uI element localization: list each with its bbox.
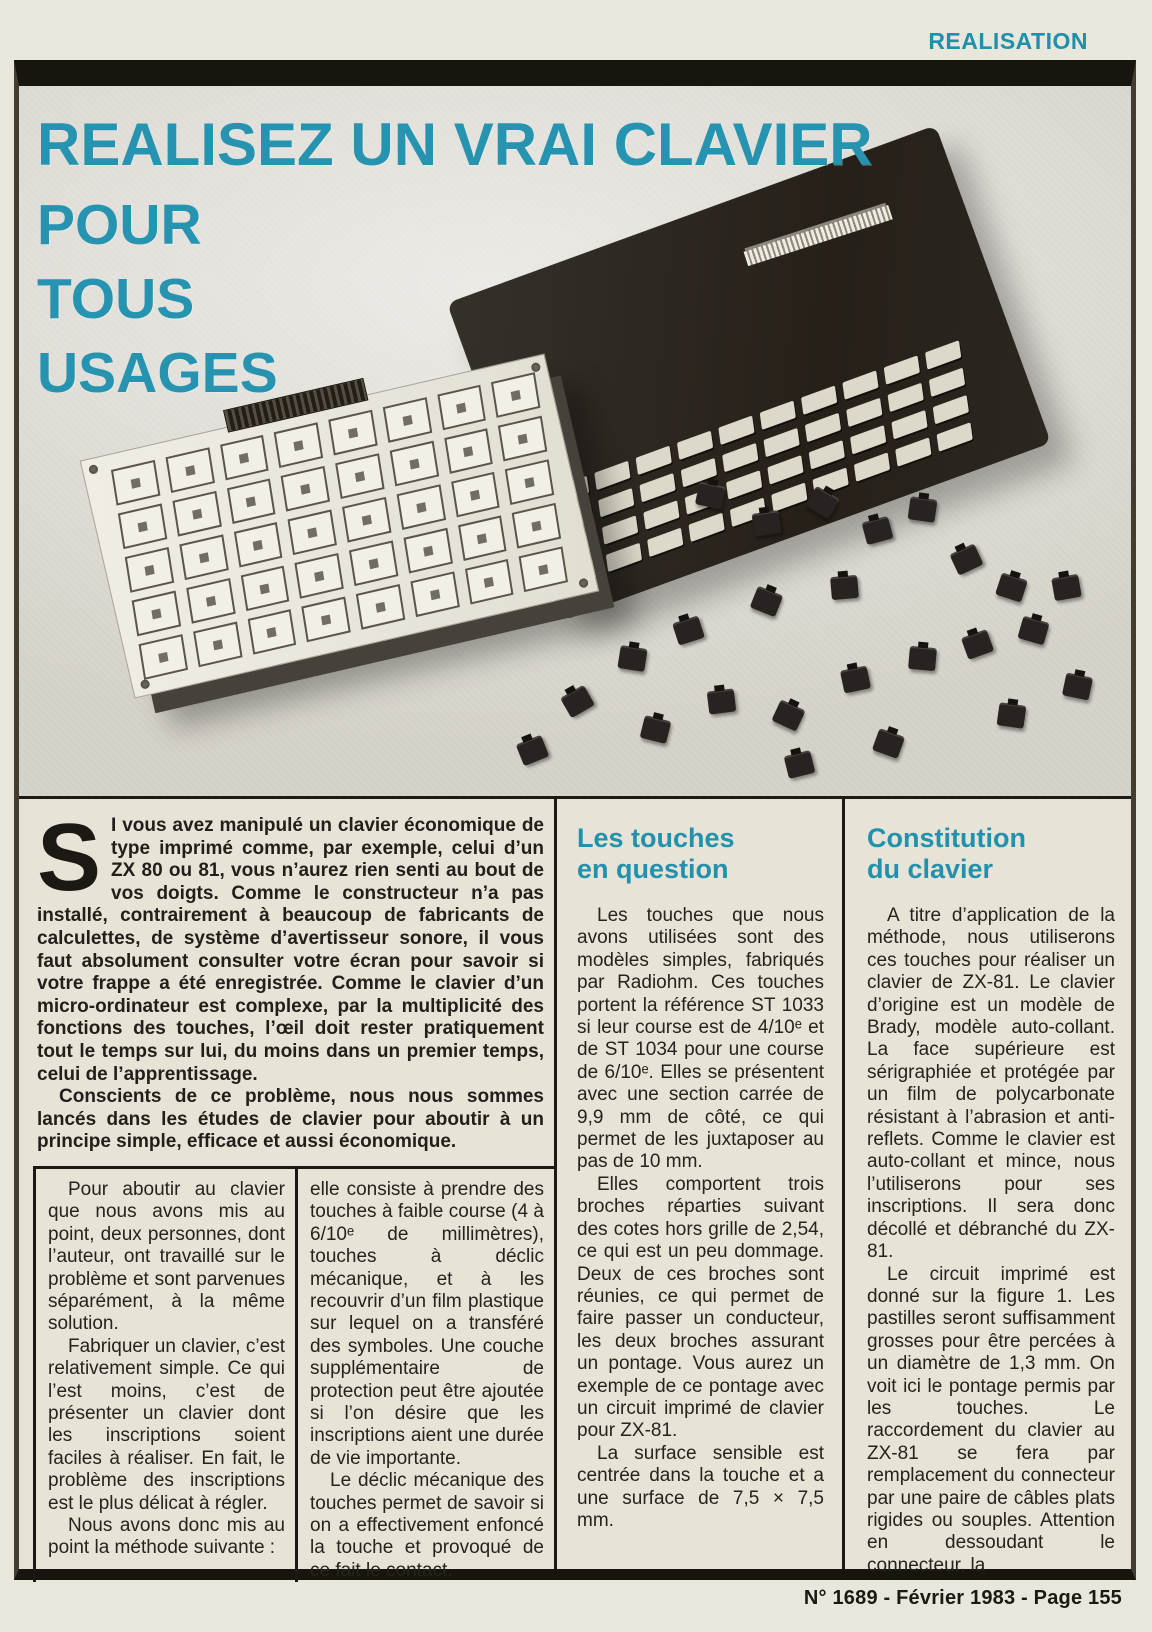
heading-line: en question [577, 854, 729, 884]
column-intro [19, 799, 554, 1581]
article-columns [19, 799, 1131, 1581]
title-line-4: USAGES [37, 341, 278, 405]
paragraph: Le circuit imprimé est donné sur la figure 1. Les pastilles seront suffisamment grosses pour être percées à un diamètre de 1,3 mm. On voit ici le pontage permis par les touches. Le raccordement du clavier au ZX-81 se fera par remplacement du connecteur par une paire de câbles plats rigides ou souples. Attention en dessoudant le connecteur, la [867, 1263, 1115, 1576]
section-heading-touches [577, 823, 824, 885]
key-switch [1017, 615, 1049, 645]
paragraph: A titre d’application de la méthode, nous utiliserons ces touches pour réaliser un clavier de ZX-81. Le clavier d’origine est un modèle de Brady, modèle auto-collant. La face supérieure est sérigraphiée et protégée par un film de polycarbonate résistant à l’abrasion et anti-reflets. Comme le clavier est auto-collant et mince, nous l’utiliserons pour ses inscriptions. Il sera donc décollé et débranché du ZX-81. [867, 905, 1115, 1263]
column-touches [554, 799, 842, 1569]
heading-line: Constitution [867, 823, 1026, 853]
key-switch [672, 615, 705, 645]
method-col-1 [36, 1169, 295, 1582]
drop-cap: S [37, 804, 102, 911]
intro-paragraph-2: Conscients de ce problème, nous nous sommes lancés dans les études de clavier pour aboutir à un principe simple, efficace et aussi économique. [37, 1086, 544, 1153]
key-switch [862, 516, 894, 545]
key-switch [516, 735, 550, 766]
title-line-3: TOUS [37, 267, 195, 331]
intro-text: I vous avez manipulé un clavier économique de type imprimé comme, par exemple, celui d’un ZX 80 ou 81, vous n’aurez rien senti au bout de vos doigts. Comme le constructeur n’a pas installé, contrairement à beaucoup de fabricants de calculettes, de système d’avertisseur sonore, il vous faut absolument consulter votre écran pour savoir si votre frappe a été enregistrée. Comme le clavier d’un micro-ordinateur est complexe, par la multiplicité des fonctions des touches, l’œil doit rester pratiquement tout le temps sur lui, du moins dans un premier temps, celui de l’apprentissage. [37, 815, 544, 1085]
title-line-2: POUR [37, 193, 202, 257]
key-switch [996, 702, 1026, 729]
paragraph: Fabriquer un clavier, c’est relativement simple. Ce qui l’est moins, c’est de présenter un clavier dont les inscriptions soient faciles à réaliser. En fait, le problème des inscriptions est le plus délicat à régler. [48, 1335, 285, 1514]
key-switch [639, 715, 671, 744]
article-frame [14, 60, 1136, 1580]
key-switch [618, 645, 648, 672]
key-switch [949, 543, 983, 575]
paragraph: Nous avons donc mis au point la méthode suivante : [48, 1515, 285, 1559]
key-switch [695, 481, 726, 509]
paragraph: Pour aboutir au clavier que nous avons mis au point, deux personnes, dont l’auteur, ont travaillé sur le problème et sont parvenues séparément, à la même solution. [48, 1178, 285, 1335]
heading-line: du clavier [867, 854, 994, 884]
paragraph: Elles comportent trois broches réparties suivant des cotes hors grille de 2,54, ce qui est un peu dommage. Deux de ces broches sont réunies, ce qui permet de faire passer un conducteur, les deux broches assurant un pontage. Vous aurez un exemple de ce pontage avec un circuit imprimé de clavier pour ZX-81. [577, 1173, 824, 1442]
key-switch [1062, 673, 1093, 701]
heading-line: Les touches [577, 823, 735, 853]
key-switch [840, 666, 871, 694]
key-switch [830, 575, 859, 600]
intro-paragraph [37, 804, 544, 1086]
key-switch [751, 510, 781, 537]
paragraph: Les touches que nous avons utilisées sont des modèles simples, fabriqués par Radiohm. Ces touches portent la référence ST 1033 si leur course est de 4/10ᵉ et de ST 1034 pour une course de 6/10ᵉ. Elles se présentent avec une section carrée de 9,9 mm de côté, ce qui permet de les juxtaposer au pas de 10 mm. [577, 905, 824, 1173]
key-switch [995, 572, 1028, 602]
key-switch [908, 646, 937, 671]
method-col-2 [295, 1169, 554, 1582]
key-switch [784, 750, 816, 779]
key-switch [750, 586, 784, 617]
key-switch [961, 629, 994, 660]
column-constitution [842, 799, 1131, 1576]
key-switch [772, 699, 806, 731]
key-switch [805, 485, 840, 518]
key-switch [907, 496, 937, 523]
section-kicker: REALISATION [928, 28, 1088, 54]
paragraph: Le déclic mécanique des touches permet de savoir si on a effectivement enfoncé la touche et provoqué de ce fait le contact. [310, 1470, 544, 1581]
title-line-1: REALISEZ UN VRAI CLAVIER [37, 111, 873, 178]
key-switch [560, 684, 595, 717]
key-switch [1051, 574, 1082, 601]
page-footer: N° 1689 - Février 1983 - Page 155 [803, 1587, 1122, 1609]
method-box [33, 1166, 554, 1582]
section-heading-constitution [867, 823, 1115, 885]
paragraph: La surface sensible est centrée dans la touche et a une surface de 7,5 × 7,5 mm. [577, 1442, 824, 1531]
lead-photo [19, 86, 1131, 799]
paragraph: elle consiste à prendre des touches à faible course (4 à 6/10ᵉ de millimètres), touches à déclic mécanique, et à les recouvrir d’un film plastique sur lequel on a transféré des symboles. Une couche supplémentaire de protection peut être ajoutée si l’on désire que les inscriptions aient une durée de vie importante. [310, 1178, 544, 1469]
key-switch [872, 728, 905, 759]
key-switch [707, 688, 737, 714]
